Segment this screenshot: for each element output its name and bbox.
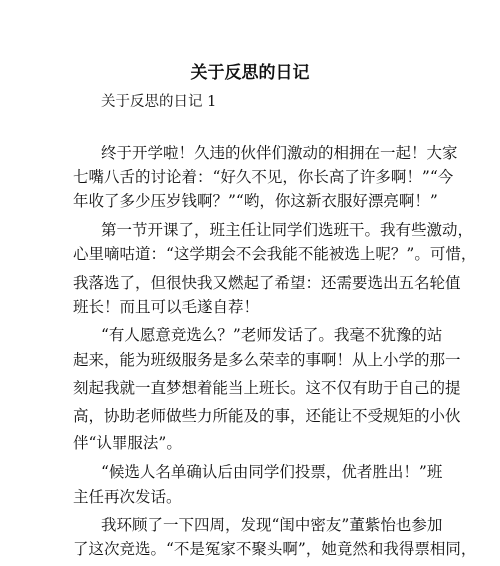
paragraph-line: 我环顾了一下四周，发现“闺中密友”董紫怡也参加 [101,516,443,534]
paragraph-line: 第一节开课了，班主任让同学们选班干。我有些激动， [101,221,474,239]
paragraph-line: 伴“认罪服法”。 [73,434,182,452]
paragraph-line: 班长！而且可以毛遂自荐！ [73,298,260,316]
paragraph-line: 起来，能为班级服务是多么荣幸的事啊！从上小学的那一 [73,351,461,369]
paragraph-line: 了这次竞选。“不是冤家不聚头啊”，她竟然和我得票相同， [73,540,477,558]
paragraph-line: 终于开学啦！久违的伙伴们激动的相拥在一起！大家 [101,144,458,162]
paragraph-line: “候选人名单确认后由同学们投票，优者胜出！”班 [101,463,443,481]
paragraph-line: 主任再次发话。 [73,488,182,506]
paragraph-line: 我落选了，但很快我又燃起了希望：还需要选出五名轮值 [73,274,461,292]
document-title: 关于反思的日记 [190,63,310,83]
paragraph-line: 心里嘀咕道：“这学期会不会我能不能被选上呢？”。可惜， [73,245,477,263]
paragraph-line: 高，协助老师做些力所能及的事，还能让不受规矩的小伙 [73,407,461,425]
paragraph-line: 刻起我就一直梦想着能当上班长。这不仅有助于自己的提 [73,379,461,397]
paragraph-line: 七嘴八舌的讨论着：“好久不见，你长高了许多啊！”“今 [73,168,454,186]
paragraph-line: 年收了多少压岁钱啊？”“哟，你这新衣服好漂亮啊！” [73,192,438,210]
paragraph-line: “有人愿意竞选么？”老师发话了。我毫不犹豫的站 [101,326,443,344]
document-subtitle: 关于反思的日记 1 [101,94,217,110]
